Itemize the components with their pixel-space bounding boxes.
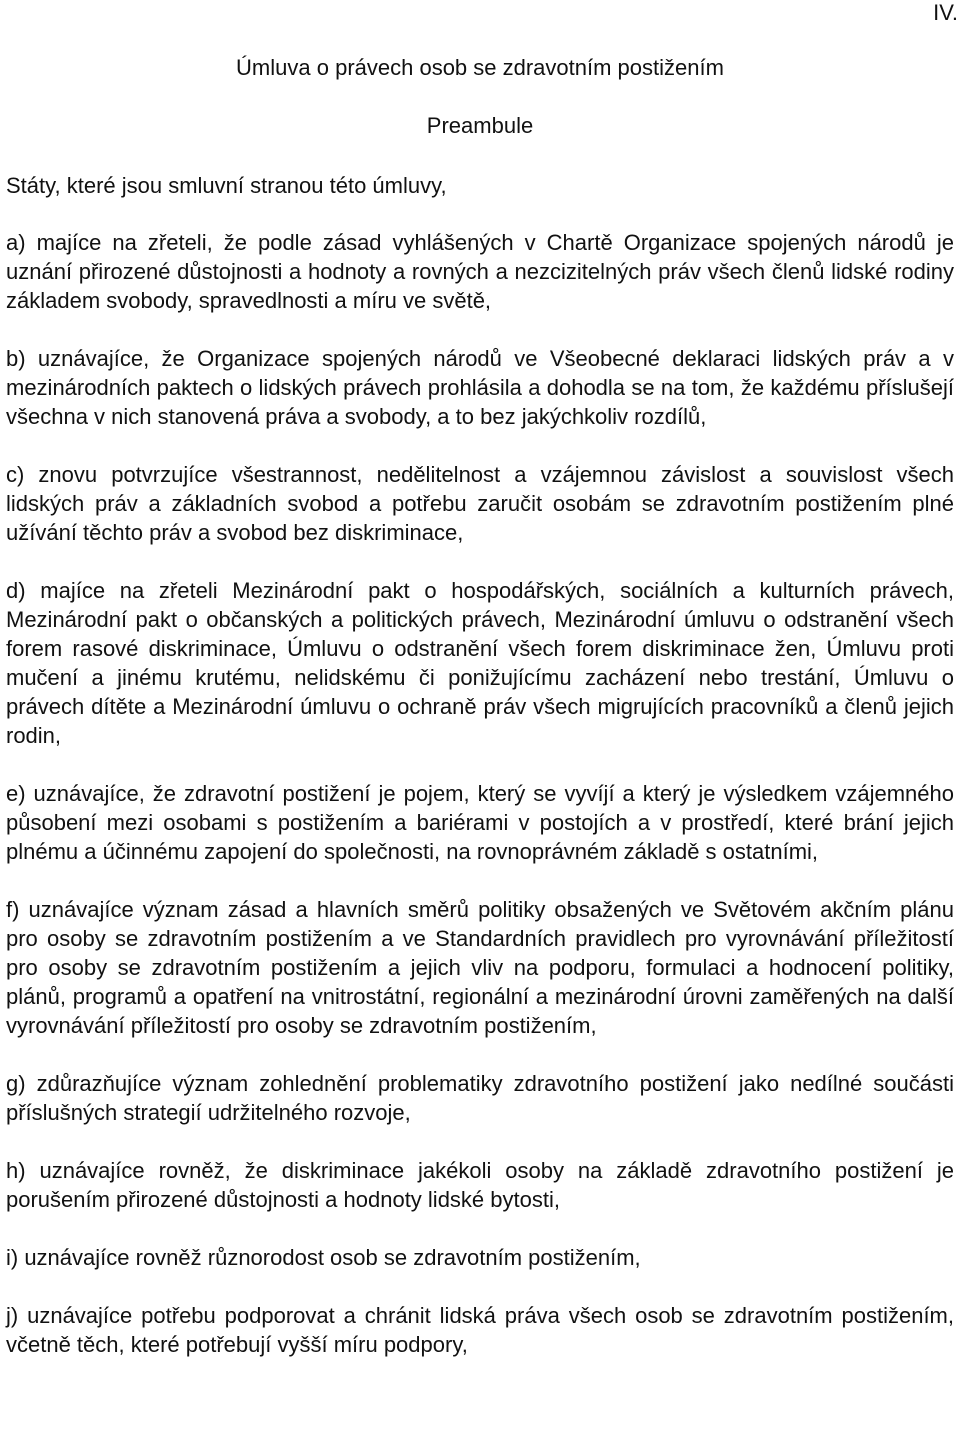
- paragraph-g: g) zdůrazňujíce význam zohlednění problematiky zdravotního postižení jako nedílné součásti příslušných strategií udržitelného rozvoje,: [6, 1071, 954, 1125]
- paragraph-f: f) uznávajíce význam zásad a hlavních směrů politiky obsažených ve Světovém akčním plánu pro osoby se zdravotním postižením a ve Standardních pravidlech pro vyrovnávání příležitostí pro osoby se zdravotním postižením a jejich vliv na podporu, formulaci a hodnocení politiky, plánů, programů a opatření na vnitrostátní, regionální a mezinárodní úrovni zaměřených na další vyrovnávání příležitostí pro osoby se zdravotním postižením,: [6, 897, 954, 1038]
- paragraph-h: h) uznávajíce rovněž, že diskriminace jakékoli osoby na základě zdravotního postižení je porušením přirozené důstojnosti a hodnoty lidské bytosti,: [6, 1158, 954, 1212]
- section-title: [0, 111, 960, 140]
- paragraph-e: e) uznávajíce, že zdravotní postižení je pojem, který se vyvíjí a který je výsledkem vzájemného působení mezi osobami s postižením a bariérami v postojích a v prostředí, které brání jejich plnému a účinnému zapojení do společnosti, na rovnoprávném základě s ostatními,: [6, 781, 954, 864]
- paragraph-b: b) uznávajíce, že Organizace spojených národů ve Všeobecné deklaraci lidských práv a v mezinárodních paktech o lidských právech prohlásila a dohodla se na tom, že každému příslušejí všechna v nich stanovená práva a svobody, a to bez jakýchkoliv rozdílů,: [6, 346, 954, 429]
- preamble-body: [6, 228, 954, 1388]
- intro-sentence: Státy, které jsou smluvní stranou této úmluvy,: [6, 173, 447, 198]
- document-title-text: Úmluva o právech osob se zdravotním postižením: [236, 55, 724, 80]
- document-title: [0, 53, 960, 82]
- paragraph-a: a) majíce na zřeteli, že podle zásad vyhlášených v Chartě Organizace spojených národů je uznání přirozené důstojnosti a hodnoty a rovných a nezcizitelných práv všech členů lidské rodiny základem svobody, spravedlnosti a míru ve světě,: [6, 230, 954, 313]
- page-number: IV.: [933, 0, 958, 25]
- paragraph-c: c) znovu potvrzujíce všestrannost, nedělitelnost a vzájemnou závislost a souvislost všech lidských práv a základních svobod a potřebu zaručit osobám se zdravotním postižením plné užívání těchto práv a svobod bez diskriminace,: [6, 462, 954, 545]
- paragraph-i: i) uznávajíce rovněž různorodost osob se zdravotním postižením,: [6, 1245, 641, 1270]
- section-title-text: Preambule: [426, 113, 534, 138]
- paragraph-d: d) majíce na zřeteli Mezinárodní pakt o hospodářských, sociálních a kulturních právech, Mezinárodní pakt o občanských a politických právech, Mezinárodní úmluvu o odstranění všech forem rasové diskriminace, Úmluvu o odstranění všech forem diskriminace žen, Úmluvu proti mučení a jinému krutému, nelidskému či ponižujícímu zacházení nebo trestání, Úmluvu o právech dítěte a Mezinárodní úmluvu o ochraně práv všech migrujících pracovníků a členů jejich rodin,: [6, 578, 954, 748]
- paragraph-j: j) uznávajíce potřebu podporovat a chránit lidská práva všech osob se zdravotním postižením, včetně těch, které potřebují vyšší míru podpory,: [6, 1303, 954, 1357]
